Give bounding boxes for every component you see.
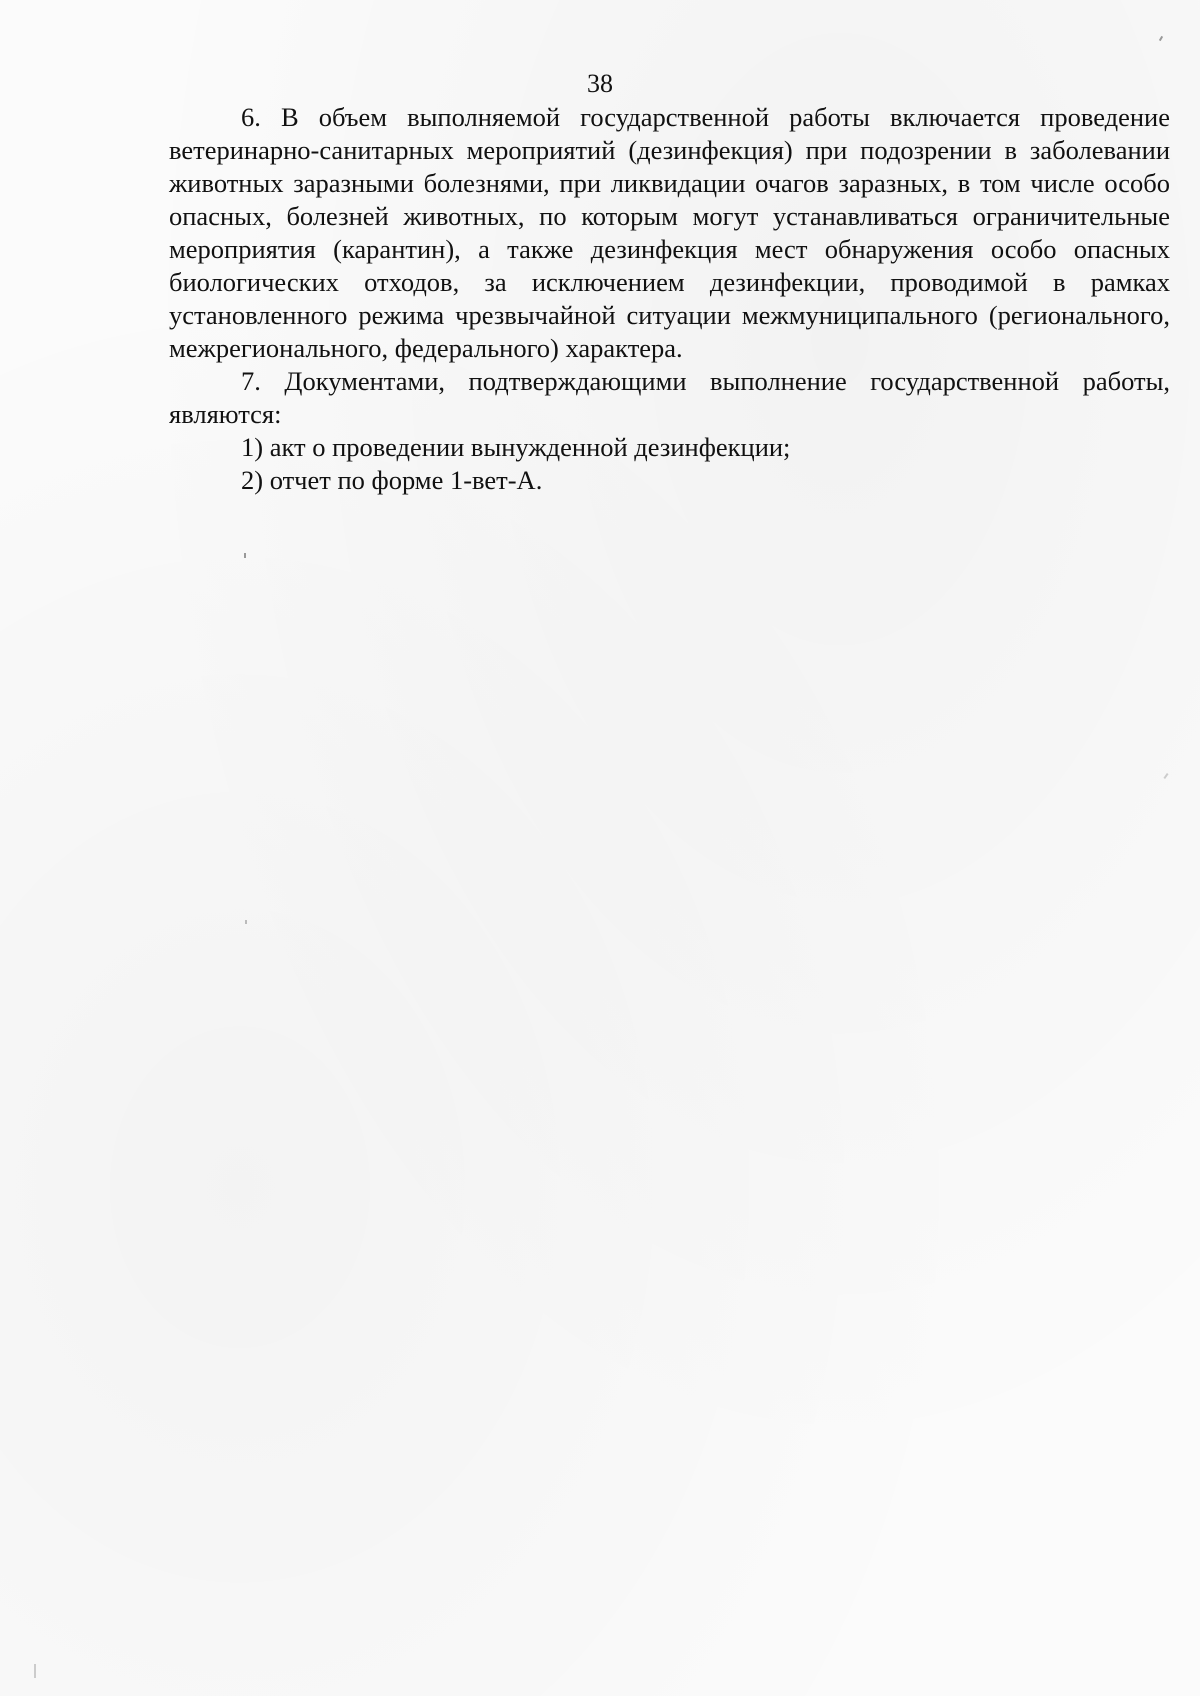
scan-speck (1163, 773, 1168, 779)
page-number: 38 (587, 69, 613, 98)
paragraph-6: 6. В объем выполняемой государственной работы включается проведение ветеринарно-санитарных мероприятий (дезинфекция) при подозрении в заболевании животных заразными болезнями, при ликвидации очагов заразных, в том числе особо опасных, болезней животных, по которым могут устанавливаться ограничительные мероприятия (карантин), а также дезинфекция мест обнаружения особо опасных биологических отходов, за исключением дезинфекции, проводимой в рамках установленного режима чрезвычайной ситуации межмуниципального (регионального, межрегионального, федерального) характера. (169, 102, 1170, 363)
list-item-1: 1) акт о проведении вынужденной дезинфекции; (241, 432, 791, 462)
list-item-2: 2) отчет по форме 1-вет-А. (241, 465, 543, 495)
scan-speck (1159, 36, 1163, 41)
scan-speck (244, 553, 246, 558)
scan-speck (245, 920, 247, 924)
document-body (169, 101, 1170, 497)
scan-speck (34, 1664, 36, 1678)
paragraph-7: 7. Документами, подтверждающими выполнение государственной работы, являются: (169, 366, 1170, 429)
